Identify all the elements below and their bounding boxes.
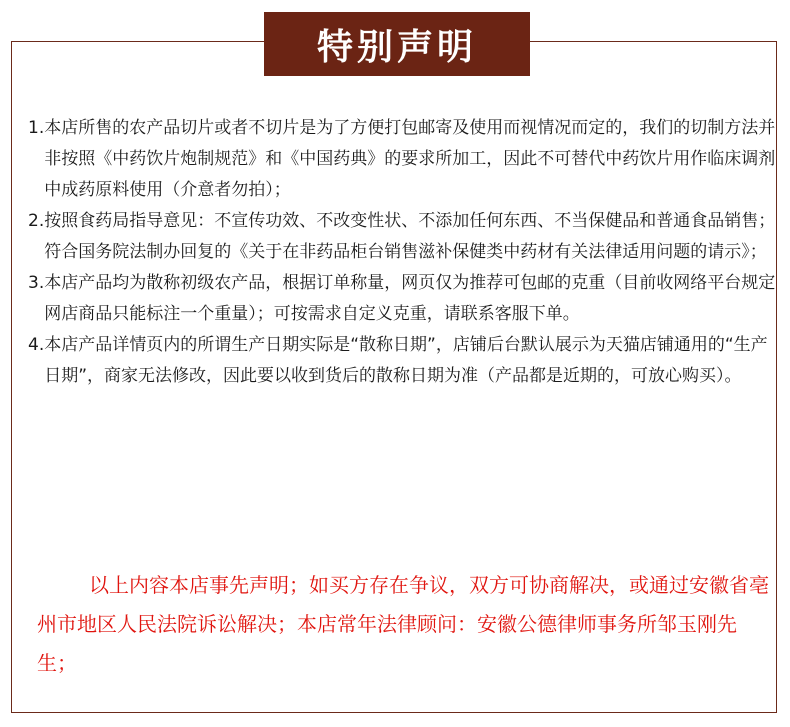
- statement-list: [28, 113, 778, 392]
- legal-notice: 以上内容本店事先声明；如买方存在争议，双方可协商解决，或通过安徽省亳州市地区人民法院诉讼解决；本店常年法律顾问：安徽公德律师事务所邹玉刚先生；: [37, 573, 769, 675]
- item-number: 4.: [28, 335, 45, 355]
- item-text: 按照食药局指导意见：不宣传功效、不改变性状、不添加任何东西、不当保健品和普通食品销售；符合国务院法制办回复的《关于在非药品柜台销售滋补保健类中药材有关法律适用问题的请示》；: [44, 211, 776, 262]
- list-item: [28, 330, 778, 392]
- item-text: 本店所售的农产品切片或者不切片是为了方便打包邮寄及使用而视情况而定的，我们的切制方法并非按照《中药饮片炮制规范》和《中国药典》的要求所加工，因此不可替代中药饮片用作临床调剂中成药原料使用（介意者勿拍）；: [44, 118, 776, 200]
- item-text: 本店产品均为散称初级农产品，根据订单称量，网页仅为推荐可包邮的克重（目前收网络平台规定网店商品只能标注一个重量）；可按需求自定义克重，请联系客服下单。: [44, 273, 776, 324]
- item-text: 本店产品详情页内的所谓生产日期实际是“散称日期”，店铺后台默认展示为天猫店铺通用的“生产日期”，商家无法修改，因此要以收到货后的散称日期为准（产品都是近期的，可放心购买）。: [44, 335, 768, 386]
- item-number: 1.: [28, 118, 45, 138]
- page-title: 特别声明: [264, 12, 530, 76]
- list-item: [28, 268, 778, 330]
- list-item: [28, 113, 778, 206]
- item-number: 2.: [28, 211, 45, 231]
- item-number: 3.: [28, 273, 45, 293]
- list-item: [28, 206, 778, 268]
